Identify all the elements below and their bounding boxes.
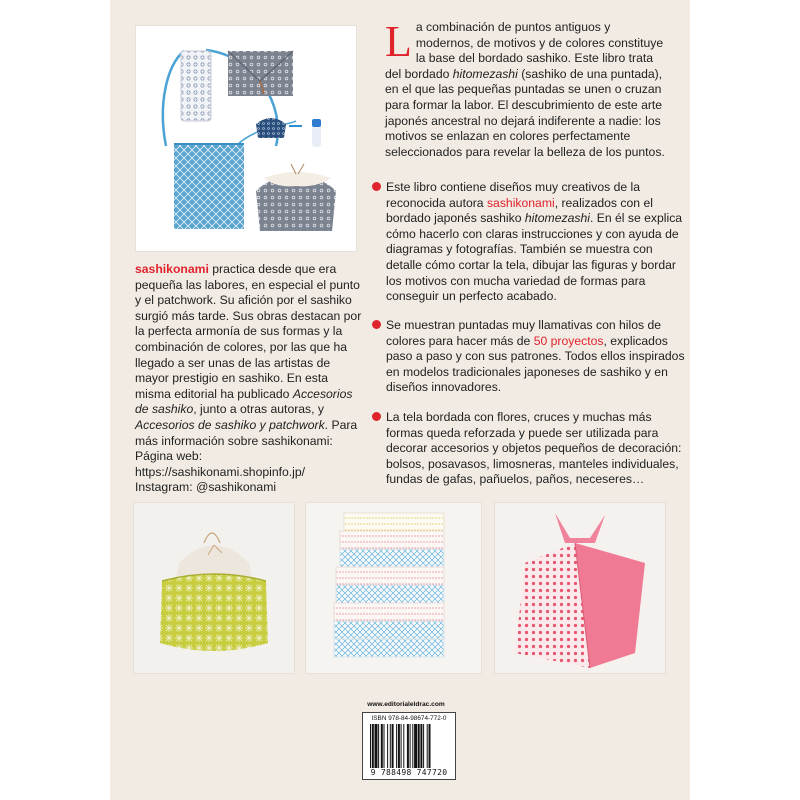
bullet-paragraph-3 [370,410,691,488]
bullet-paragraph-1 [370,180,691,305]
bullet-3-text-1: La tela bordada con flores, cruces y muchas más formas queda reforzada y puede ser utilizada para decorar accesorios y objetos pequeños de decoración: bolsos, posavasos, limosneras, manteles individuales, fundas de gafas, pañuelos, paños, neceseres… [386,410,682,487]
bullet-2-text-2: , explicados paso a paso y con sus patrones. Todos ellos inspirados en modelos tradicionales japoneses de sashiko y en diseños innovadores. [386,333,685,395]
photo-folded-cloths [305,502,482,674]
bullet-2-highlight: 50 proyectos [533,333,604,348]
intro-italic: hitomezashi [452,66,518,81]
intro-paragraph [385,17,670,160]
barcode-icon [369,724,449,768]
bullet-dot-icon [372,182,381,191]
intro-text-1: a combinación de puntos antiguos y modernos, de motivos y de colores constituye la base del bordado sashiko. Este libro trata del bordado [385,20,664,81]
bio-book-2: Accesorios de sashiko y patchwork [135,417,325,432]
barcode-bar [381,724,383,768]
bio-text-3: . Para más información sobre sashikonami: [135,417,358,448]
barcode-bar [420,724,422,768]
bullet-1-italic: hitomezashi [524,211,590,226]
author-bio [135,262,363,496]
yellow-pouch-illustration [134,503,294,673]
intro-text-2: (sashiko de una puntada), en el que las pequeñas puntadas se unen o cruzan para formar la labor. El descubrimiento de este arte japonés ancestral no dejará indiferente a nadie: los motivos se enlazan en colores perfectamente seleccionados para revelar la belleza de los puntos. [385,66,665,159]
bio-text-1: practica desde que era pequeña las labores, en especial el punto y el patchwork. Su afición por el sashiko surgió más tarde. Sus obras destacan por la perfecta armonía de sus formas y la combinación de colores, por las que ha llegado a ser unas de las artistas de mayor prestigio en sashiko. En esta misma editorial ha publicado [135,262,362,401]
photo-pink-bag [494,502,666,674]
bio-website: Página web: https://sashikonami.shopinfo.jp/ [135,449,306,479]
bullet-1-text-3: . En él se explica cómo hacerlo con claras instrucciones y con ayuda de diagramas y fotografías. También se muestra con detalle cómo cortar la tela, dibujar las figuras y bordar los motivos con mucha variedad de formas para conseguir un perfecto acabado. [386,211,683,304]
barcode-bar [396,724,397,768]
barcode-bar [398,724,400,768]
bullet-paragraph-2 [370,318,691,396]
barcode-bar [387,724,388,768]
barcode-bar [423,724,424,768]
barcode-bar [390,724,391,768]
barcode-bar [407,724,409,768]
bullet-dot-icon [372,320,381,329]
publisher-website: www.editorialeldrac.com [367,701,445,708]
barcode-bar [414,724,417,768]
ean-number: 9 788498 747720 [370,768,448,777]
barcode-bar [429,724,431,768]
folded-cloths-illustration [306,503,481,673]
bullet-1-highlight: sashikonami [486,195,555,210]
bullet-1-text-2: , realizados con el bordado japonés sashiko [386,195,653,226]
bullet-1-text-1: Este libro contiene diseños muy creativos de la reconocida autora [386,180,641,210]
barcode-bar [401,724,402,768]
bullet-2-text-1: Se muestran puntadas muy llamativas con hilos de colores para hacer más de [386,318,662,348]
barcode-bar [384,724,385,768]
barcode-bar [378,724,379,768]
barcode-bar [418,724,420,768]
photo-yellow-pouch [133,502,295,674]
barcode-bar [427,724,428,768]
barcode-bar [375,724,378,768]
barcode-bar [392,724,394,768]
bio-text-2: , junto a otras autoras, y [193,402,325,417]
bullet-dot-icon [372,412,381,421]
barcode-box [362,712,456,780]
barcode-bar [412,724,413,768]
isbn-label: ISBN 978-84-98674-772-0 [371,715,447,722]
accessories-illustration [136,26,356,251]
pink-bag-illustration [495,503,665,673]
barcode-bar [410,724,411,768]
photo-sashiko-accessories [135,25,357,252]
barcode-bar [370,724,371,768]
barcode-bar [372,724,374,768]
barcode-bar [403,724,404,768]
bio-book-1: Accesorios de sashiko [135,386,353,417]
drop-cap: L [385,17,412,66]
bio-instagram: Instagram: @sashikonami [135,480,277,495]
author-name: sashikonami [135,262,209,276]
